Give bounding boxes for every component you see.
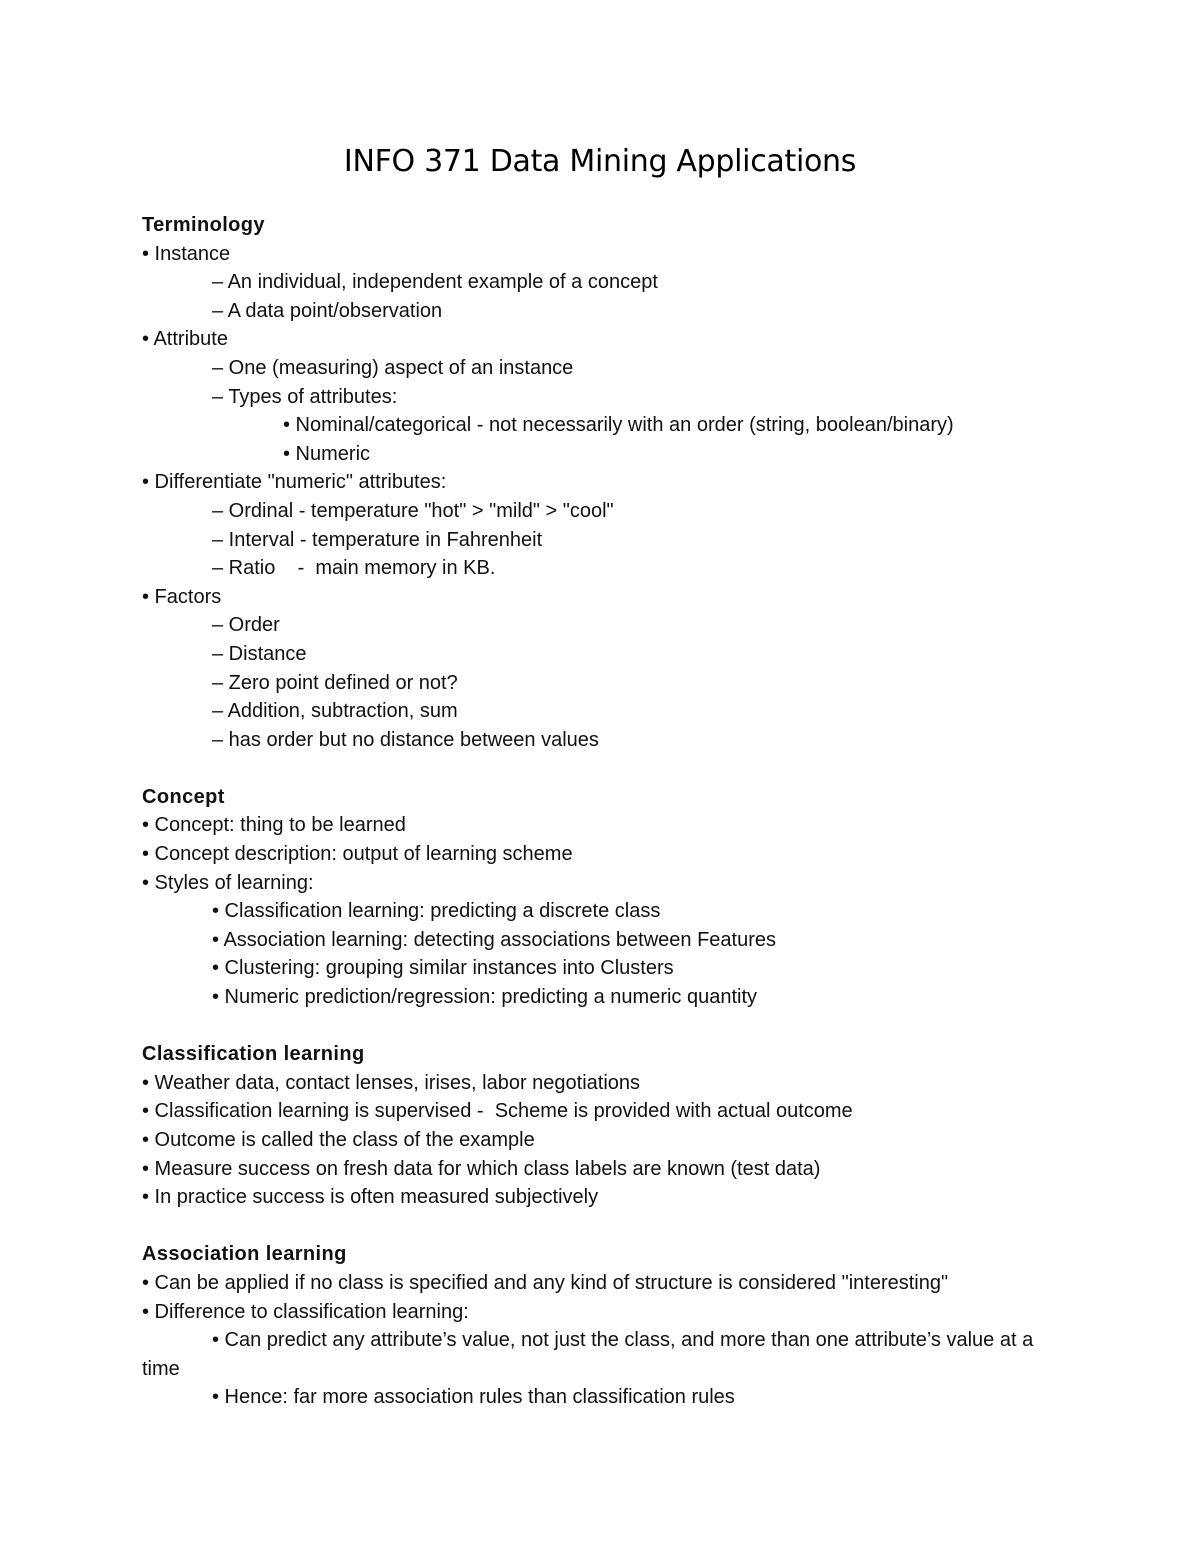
- sub-item: – Interval - temperature in Fahrenheit: [212, 528, 543, 551]
- bullet-item: • Styles of learning:: [142, 871, 314, 894]
- bullet-item: • Can be applied if no class is specified and any kind of structure is considered "interesting": [142, 1271, 949, 1294]
- section-heading: Association learning: [142, 1243, 347, 1266]
- sub-item: – has order but no distance between values: [212, 728, 599, 751]
- sub-item: • Clustering: grouping similar instances into Clusters: [212, 957, 674, 980]
- bullet-item: • In practice success is often measured subjectively: [142, 1186, 599, 1209]
- bullet-item: • Differentiate "numeric" attributes:: [142, 471, 447, 494]
- section-association-learning: [142, 1240, 1072, 1412]
- section-concept: [142, 783, 1072, 1012]
- sub-item: • Hence: far more association rules than classification rules: [212, 1386, 735, 1409]
- bullet-item: • Factors: [142, 585, 222, 608]
- section-spacer: [142, 754, 1072, 783]
- bullet-item: • Classification learning is supervised - Scheme is provided with actual outcome: [142, 1100, 853, 1123]
- bullet-item: • Difference to classification learning:: [142, 1300, 469, 1323]
- section-spacer: [142, 1012, 1072, 1041]
- document-body: [142, 211, 1072, 1412]
- sub-item: – An individual, independent example of a concept: [212, 271, 658, 294]
- section-classification-learning: [142, 1040, 1072, 1212]
- document-title: INFO 371 Data Mining Applications: [343, 144, 857, 179]
- sub-item: – Distance: [212, 642, 307, 665]
- sub-item: – A data point/observation: [212, 299, 443, 322]
- section-heading: Concept: [142, 785, 225, 808]
- sub-item: – Ratio - main memory in KB.: [212, 557, 496, 580]
- sub-item: – Types of attributes:: [212, 385, 398, 408]
- bullet-item: • Attribute: [142, 328, 228, 351]
- section-terminology: [142, 211, 1072, 754]
- sub-item: • Association learning: detecting associations between Features: [212, 928, 777, 951]
- sub-item: – Order: [212, 614, 280, 637]
- bullet-item: • Instance: [142, 242, 231, 265]
- sub-item: – Addition, subtraction, sum: [212, 700, 458, 723]
- bullet-item: • Outcome is called the class of the example: [142, 1129, 535, 1151]
- bullet-item: • Concept: thing to be learned: [142, 814, 406, 837]
- section-spacer: [142, 1212, 1072, 1241]
- bullet-item: • Concept description: output of learning scheme: [142, 843, 573, 866]
- sub-item: • Numeric prediction/regression: predicting a numeric quantity: [212, 986, 758, 1009]
- bullet-item: • Measure success on fresh data for which class labels are known (test data): [142, 1157, 821, 1180]
- sub-item: – Ordinal - temperature "hot" > "mild" > "cool": [212, 499, 614, 522]
- sub-sub-item: • Numeric: [283, 442, 371, 465]
- sub-item: – One (measuring) aspect of an instance: [212, 356, 574, 379]
- sub-item: – Zero point defined or not?: [212, 671, 458, 694]
- sub-sub-item: • Nominal/categorical - not necessarily with an order (string, boolean/binary): [283, 414, 954, 437]
- section-heading: Terminology: [142, 214, 265, 236]
- sub-item: • Classification learning: predicting a discrete class: [212, 900, 661, 923]
- section-heading: Classification learning: [142, 1043, 365, 1066]
- bullet-item: • Weather data, contact lenses, irises, labor negotiations: [142, 1071, 641, 1094]
- sub-item-wrapped: • Can predict any attribute’s value, not just the class, and more than one attribute’s value at a time: [142, 1329, 1034, 1380]
